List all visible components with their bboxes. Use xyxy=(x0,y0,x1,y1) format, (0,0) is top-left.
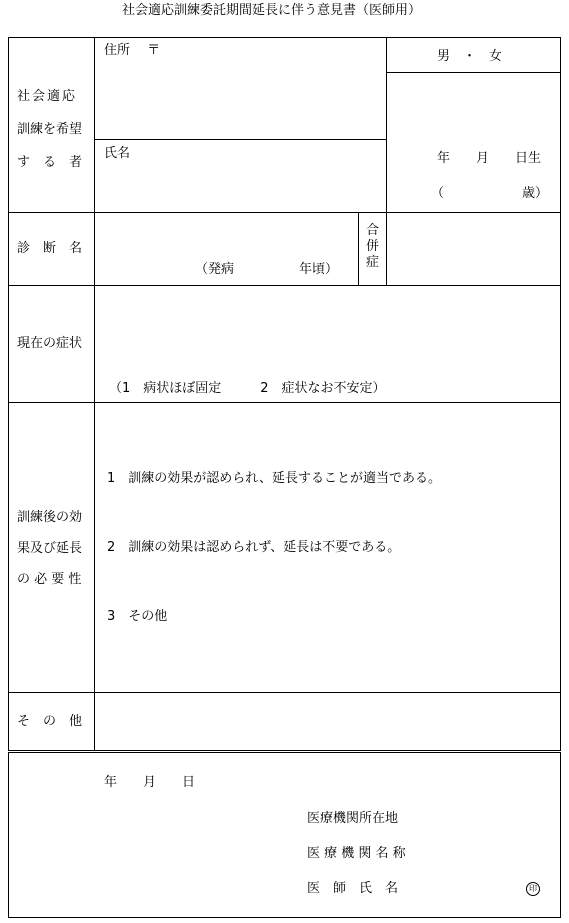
address-field[interactable]: 住所 〒 xyxy=(104,43,161,58)
footer-right-border xyxy=(560,752,561,918)
necessity-label-line-1: 訓練後の効 xyxy=(17,510,83,525)
complication-left-divider xyxy=(358,212,359,286)
necessity-option-2[interactable]: 2 訓練の効果は認められず、延長は不要である。 xyxy=(107,540,401,555)
complication-label-1: 合 xyxy=(366,223,380,238)
necessity-label-line-2: 果及び延長 xyxy=(17,541,83,556)
document-title: 社会適応訓練委託期間延長に伴う意見書（医師用） xyxy=(122,3,422,18)
footer-bottom-border xyxy=(8,917,561,918)
complication-label-3: 症 xyxy=(366,255,380,270)
table-left-border xyxy=(8,37,9,751)
row-divider-necessity xyxy=(8,692,561,693)
necessity-label-line-3: の 必 要 性 xyxy=(17,572,82,587)
name-field[interactable]: 氏名 xyxy=(104,146,131,161)
footer-doctor-field[interactable]: 医 師 氏 名 xyxy=(307,881,399,896)
symptoms-label: 現在の症状 xyxy=(17,336,83,351)
table-right-border xyxy=(560,37,561,751)
table-bottom-border xyxy=(8,750,561,751)
label-column-divider xyxy=(94,37,95,751)
birth-date-field[interactable]: 年 月 日生 xyxy=(437,151,542,166)
seal-icon: 印 xyxy=(526,882,540,896)
address-name-divider xyxy=(94,139,387,140)
other-label: そ の 他 xyxy=(17,714,83,729)
sex-selector[interactable]: 男 ・ 女 xyxy=(437,49,503,64)
row-divider-diagnosis xyxy=(8,285,561,286)
footer-address-field[interactable]: 医療機関所在地 xyxy=(307,811,399,826)
row-divider-symptoms xyxy=(8,402,561,403)
sex-divider xyxy=(386,72,561,73)
complication-right-divider xyxy=(386,212,387,286)
footer-institution-field[interactable]: 医 療 機 関 名 称 xyxy=(307,846,406,861)
necessity-option-1[interactable]: 1 訓練の効果が認められ、延長することが適当である。 xyxy=(107,471,442,486)
footer-top-border xyxy=(8,752,561,753)
applicant-label-line-2: 訓練を希望 xyxy=(17,122,83,137)
complication-label-2: 併 xyxy=(366,239,380,254)
diagnosis-label: 診 断 名 xyxy=(17,241,83,256)
applicant-label-line-3: す る 者 xyxy=(17,155,83,170)
footer-left-border xyxy=(8,752,9,918)
table-top-border xyxy=(8,37,561,38)
footer-date-field[interactable]: 年 月 日 xyxy=(104,775,196,790)
row-divider-applicant xyxy=(8,212,561,213)
applicant-right-divider xyxy=(386,37,387,213)
necessity-option-3[interactable]: 3 その他 xyxy=(107,609,168,624)
onset-field[interactable]: （発病 年頃） xyxy=(195,262,339,277)
applicant-label-line-1: 社会適応 xyxy=(17,89,78,104)
age-field[interactable]: （ 歳） xyxy=(431,186,549,201)
symptoms-options[interactable]: （1 病状ほぼ固定 2 症状なお不安定） xyxy=(109,381,386,396)
